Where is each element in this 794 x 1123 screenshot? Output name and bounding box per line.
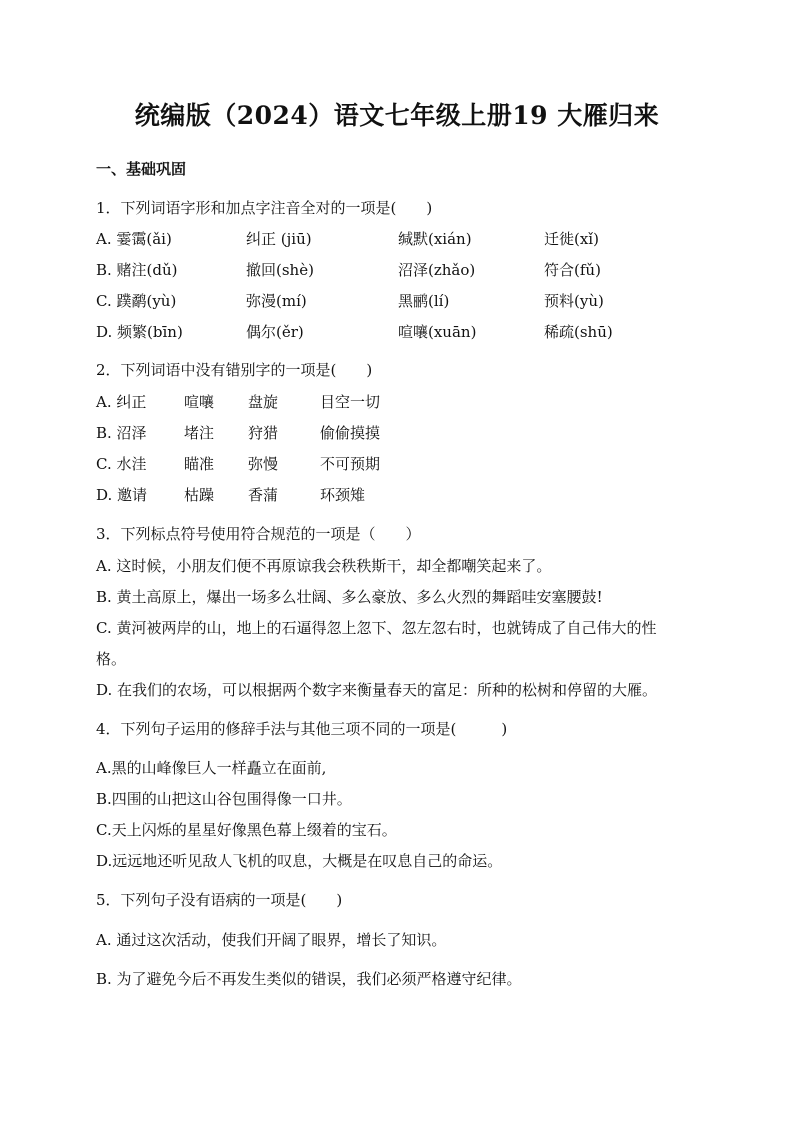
option-cell: 环颈雉	[320, 486, 366, 504]
question-4-option-d: D.远远地还听见敌人飞机的叹息，大概是在叹息自己的命运。	[96, 852, 503, 870]
question-4-stem: 4．下列句子运用的修辞手法与其他三项不同的一项是( )	[96, 720, 508, 738]
option-cell: 瞄准	[184, 455, 215, 473]
option-cell: 缄默(xián)	[398, 230, 472, 248]
question-3-option-c: C. 黄河被两岸的山，地上的石逼得忽上忽下、忽左忽右时，也就铸成了自己伟大的性	[96, 619, 657, 637]
option-cell: 偶尔(ěr)	[246, 323, 304, 341]
question-4-option-c: C.天上闪烁的星星好像黑色幕上缀着的宝石。	[96, 821, 397, 839]
option-cell: B. 沼泽	[96, 424, 147, 442]
option-cell: A. 纠正	[96, 393, 147, 411]
section-heading: 一、基础巩固	[96, 160, 187, 178]
option-cell: 纠正 (jiū)	[246, 230, 312, 248]
option-cell: A. 霎霭(ǎi)	[96, 230, 172, 248]
option-cell: C. 水洼	[96, 455, 147, 473]
option-cell: 偷偷摸摸	[320, 424, 381, 442]
question-3-option-a: A. 这时候，小朋友们便不再原谅我会秩秩斯干，却全都嘲笑起来了。	[96, 557, 552, 575]
option-cell: 狩猎	[248, 424, 279, 442]
option-cell: 撤回(shè)	[246, 261, 314, 279]
question-1-stem: 1．下列词语字形和加点字注音全对的一项是( )	[96, 199, 433, 217]
option-cell: 弥慢	[248, 455, 279, 473]
option-cell: 枯躁	[184, 486, 215, 504]
question-3-stem: 3．下列标点符号使用符合规范的一项是（ ）	[96, 525, 421, 543]
option-cell: D. 频繁(bīn)	[96, 323, 183, 341]
question-4-option-b: B.四围的山把这山谷包围得像一口井。	[96, 790, 352, 808]
option-cell: B. 赌注(dǔ)	[96, 261, 178, 279]
question-2-stem: 2．下列词语中没有错别字的一项是( )	[96, 361, 373, 379]
question-5-stem: 5．下列句子没有语病的一项是( )	[96, 891, 343, 909]
option-cell: 盘旋	[248, 393, 279, 411]
option-cell: 喧嚷	[184, 393, 215, 411]
question-3-option-c-cont: 格。	[96, 650, 127, 668]
option-cell: D. 邀请	[96, 486, 148, 504]
option-cell: 沼泽(zhǎo)	[398, 261, 476, 279]
question-3-option-d: D. 在我们的农场，可以根据两个数字来衡量春天的富足：所种的松树和停留的大雁。	[96, 681, 658, 699]
option-cell: 黑鹂(lí)	[398, 292, 450, 310]
document-title: 统编版（2024）语文七年级上册19 大雁归来	[134, 101, 660, 130]
option-cell: 符合(fǔ)	[544, 261, 601, 279]
question-4-option-a: A.黑的山峰像巨人一样矗立在面前,	[96, 759, 327, 777]
option-cell: 稀疏(shū)	[544, 323, 613, 341]
option-cell: 目空一切	[320, 393, 381, 411]
question-5-option-a: A. 通过这次活动，使我们开阔了眼界，增长了知识。	[96, 931, 447, 949]
option-cell: 香蒲	[248, 486, 279, 504]
option-cell: 喧嚷(xuān)	[398, 323, 477, 341]
option-cell: 预料(yù)	[544, 292, 604, 310]
question-5-option-b: B. 为了避免今后不再发生类似的错误，我们必须严格遵守纪律。	[96, 970, 522, 988]
question-3-option-b: B. 黄土高原上，爆出一场多么壮阔、多么豪放、多么火烈的舞蹈哇安塞腰鼓!	[96, 588, 603, 606]
option-cell: C. 蹼鹬(yù)	[96, 292, 177, 310]
option-cell: 弥漫(mí)	[246, 292, 307, 310]
option-cell: 不可预期	[320, 455, 381, 473]
option-cell: 迁徙(xǐ)	[544, 230, 599, 248]
option-cell: 堵注	[184, 424, 215, 442]
